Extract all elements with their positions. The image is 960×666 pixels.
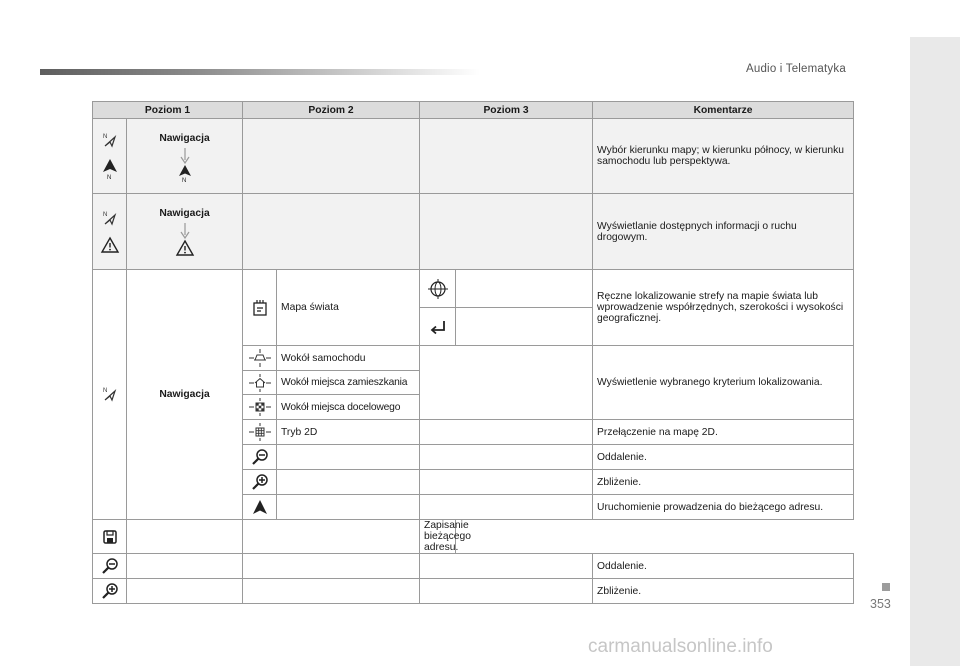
arrow-down-icon <box>180 148 190 164</box>
map-orientation-icon <box>101 386 119 404</box>
page-number: 353 <box>870 597 891 611</box>
around-home-label: Wokół miejsca zamieszkania <box>277 371 420 395</box>
level2-icon-cell <box>243 445 277 470</box>
level2-icon-cell <box>243 270 277 346</box>
table-row <box>93 194 854 270</box>
world-map-icon <box>252 299 268 317</box>
start-guidance-comment: Uruchomienie prowadzenia do bieżącego adresu. <box>593 495 854 520</box>
zoom-out-comment: Oddalenie. <box>593 554 854 579</box>
side-margin-strip <box>910 37 960 666</box>
north-arrow-icon <box>100 158 120 180</box>
row2-comment: Wyświetlanie dostępnych informacji o ruchu drogowym. <box>593 194 854 270</box>
table-header-row <box>93 102 854 119</box>
zoom-in-icon <box>101 582 119 600</box>
zoom-in-comment: Zbliżenie. <box>593 579 854 604</box>
table-row <box>93 119 854 194</box>
navigation-arrow-icon <box>252 499 268 515</box>
level2-icon-cell <box>243 346 277 371</box>
header-comments: Komentarze <box>593 102 854 119</box>
zoom-in-icon <box>251 473 269 491</box>
zoom-out-comment: Oddalenie. <box>593 445 854 470</box>
warning-triangle-icon <box>100 236 120 254</box>
level1-icon-cell <box>93 119 127 194</box>
level2-icon-cell <box>243 371 277 395</box>
table-row <box>93 579 854 604</box>
warning-triangle-icon <box>175 239 195 257</box>
section-title: Audio i Telematyka <box>746 63 846 75</box>
table-row <box>93 270 854 308</box>
zoom-out-icon <box>251 448 269 466</box>
level1-cell <box>127 194 243 270</box>
table-row <box>93 554 854 579</box>
level1-icon-cell <box>93 270 127 520</box>
page-marker <box>882 583 890 591</box>
level2-icon-cell <box>243 495 277 520</box>
around-car-label: Wokół samochodu <box>277 346 420 371</box>
save-disk-icon <box>102 529 118 545</box>
north-arrow-icon <box>177 164 193 182</box>
map-2d-icon <box>249 423 271 441</box>
svg-text:N: N <box>102 387 107 394</box>
around-destination-icon <box>249 398 271 416</box>
zoom-out-icon <box>101 557 119 575</box>
mode-2d-label: Tryb 2D <box>277 420 420 445</box>
nav-label: Nawigacja <box>159 133 210 144</box>
header-gradient-bar <box>40 69 480 75</box>
around-home-icon <box>249 374 271 392</box>
mode-2d-comment: Przełączenie na mapę 2D. <box>593 420 854 445</box>
svg-text:N: N <box>102 211 107 218</box>
table-row <box>93 520 854 554</box>
level1-icon-cell <box>93 554 127 579</box>
svg-text:N: N <box>181 178 186 182</box>
globe-icon <box>428 279 448 299</box>
header-level-1: Poziom 1 <box>93 102 243 119</box>
level1-icon-cell <box>93 194 127 270</box>
map-orientation-icon <box>101 132 119 150</box>
world-map-comment: Ręczne lokalizowanie strefy na mapie świata lub wprowadzenie współrzędnych, szerokości i wysokości geograficznej. <box>593 270 854 346</box>
level3-icon-cell <box>420 308 456 346</box>
level1-cell <box>127 119 243 194</box>
level2-icon-cell <box>243 395 277 420</box>
row1-comment: Wybór kierunku mapy; w kierunku północy, w kierunku samochodu lub perspektywa. <box>593 119 854 194</box>
arrow-down-icon <box>180 223 190 239</box>
level2-icon-cell <box>93 520 127 554</box>
around-car-icon <box>249 349 271 367</box>
watermark: carmanualsonline.info <box>588 636 773 657</box>
nav-label: Nawigacja <box>127 270 243 520</box>
svg-text:N: N <box>106 175 111 180</box>
save-address-comment: Zapisanie bieżącego adresu. <box>420 520 456 554</box>
around-destination-label: Wokół miejsca docelowego <box>277 395 420 420</box>
header-level-3: Poziom 3 <box>420 102 593 119</box>
around-comment: Wyświetlenie wybranego kryterium lokalizowania. <box>593 346 854 420</box>
world-map-label: Mapa świata <box>277 270 420 346</box>
level1-icon-cell <box>93 579 127 604</box>
level2-icon-cell <box>243 420 277 445</box>
zoom-in-comment: Zbliżenie. <box>593 470 854 495</box>
header-level-2: Poziom 2 <box>243 102 420 119</box>
nav-label: Nawigacja <box>159 208 210 219</box>
svg-text:N: N <box>102 134 107 140</box>
enter-return-icon <box>428 319 448 335</box>
level2-icon-cell <box>243 470 277 495</box>
menu-table <box>92 101 854 604</box>
map-orientation-icon <box>101 210 119 228</box>
level3-icon-cell <box>420 270 456 308</box>
